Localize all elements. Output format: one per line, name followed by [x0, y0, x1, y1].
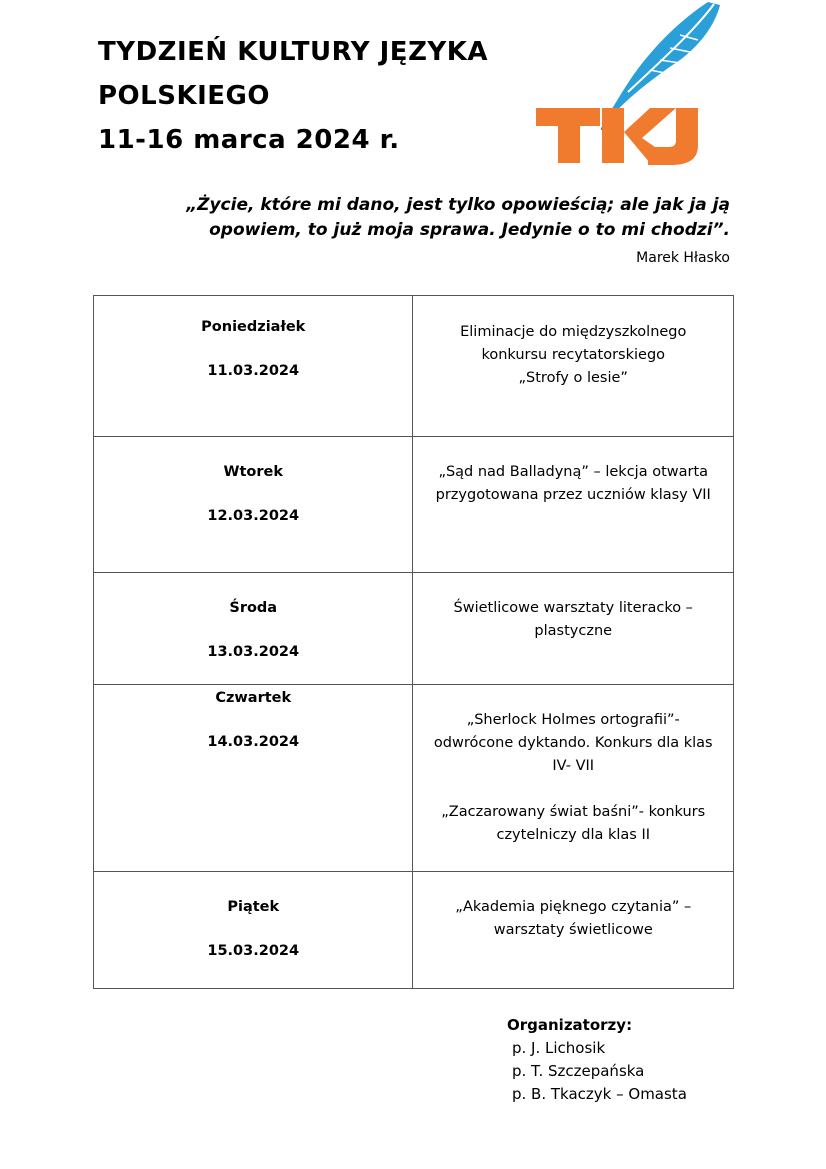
day-date: 11.03.2024 [207, 363, 300, 379]
table-row [94, 685, 734, 872]
logo-text: TKJ [530, 0, 532, 1]
organizers-heading: Organizatorzy: [507, 1016, 633, 1034]
event-line: „Zaczarowany świat baśni”- konkurs [441, 804, 706, 820]
day-cell [94, 872, 413, 989]
event-line: Eliminacje do międzyszkolnego [460, 324, 687, 340]
table-row [94, 872, 734, 989]
event-cell [413, 437, 734, 573]
day-cell [94, 296, 413, 437]
organizer-name: p. J. Lichosik [512, 1039, 606, 1057]
day-name: Poniedziałek [201, 319, 306, 335]
event-cell [413, 872, 734, 989]
title-line-2: POLSKIEGO [98, 81, 270, 111]
title-line-1: TYDZIEŃ KULTURY JĘZYKA [98, 37, 489, 67]
event-line: Świetlicowe warsztaty literacko – [453, 600, 693, 616]
table-row [94, 296, 734, 437]
organizer-name: p. B. Tkaczyk – Omasta [512, 1085, 687, 1103]
event-cell [413, 573, 734, 685]
table-row [94, 573, 734, 685]
day-cell [94, 437, 413, 573]
schedule-table [93, 295, 734, 989]
day-date: 13.03.2024 [207, 644, 300, 660]
document-title [98, 30, 488, 162]
day-date: 12.03.2024 [207, 508, 300, 524]
day-cell [94, 685, 413, 872]
day-name: Czwartek [215, 690, 292, 706]
event-line: konkursu recytatorskiego [481, 347, 666, 363]
event-line: czytelniczy dla klas II [496, 827, 651, 843]
event-line: „Strofy o lesie” [518, 370, 628, 386]
day-cell [94, 573, 413, 685]
event-line: warsztaty świetlicowe [493, 922, 653, 938]
event-line: „Akademia pięknego czytania” – [455, 899, 692, 915]
event-cell [413, 685, 734, 872]
event-cell [413, 296, 734, 437]
event-line: odwrócone dyktando. Konkurs dla klas [433, 735, 713, 751]
tkj-letters [536, 108, 698, 165]
event-line: „Sherlock Holmes ortografii”- [466, 712, 680, 728]
event-line: „Sąd nad Balladyną” – lekcja otwarta [438, 464, 709, 480]
table-row [94, 437, 734, 573]
quote-author: Marek Hłasko [636, 250, 730, 266]
day-name: Środa [229, 600, 278, 616]
tkj-logo [530, 0, 730, 168]
quote [150, 193, 730, 243]
event-line: plastyczne [534, 623, 613, 639]
organizer-name: p. T. Szczepańska [512, 1062, 645, 1080]
day-date: 14.03.2024 [207, 734, 300, 750]
event-line: przygotowana przez uczniów klasy VII [435, 487, 711, 503]
day-name: Piątek [227, 899, 280, 915]
day-date: 15.03.2024 [207, 943, 300, 959]
title-line-3: 11-16 marca 2024 r. [98, 125, 400, 155]
day-name: Wtorek [223, 464, 283, 480]
organizers [507, 1014, 687, 1106]
quote-line-2: opowiem, to już moja sprawa. Jedynie o to mi chodzi”. [209, 220, 730, 240]
event-line: IV- VII [552, 758, 595, 774]
quote-line-1: „Życie, które mi dano, jest tylko opowieścią; ale jak ja ją [186, 195, 730, 215]
